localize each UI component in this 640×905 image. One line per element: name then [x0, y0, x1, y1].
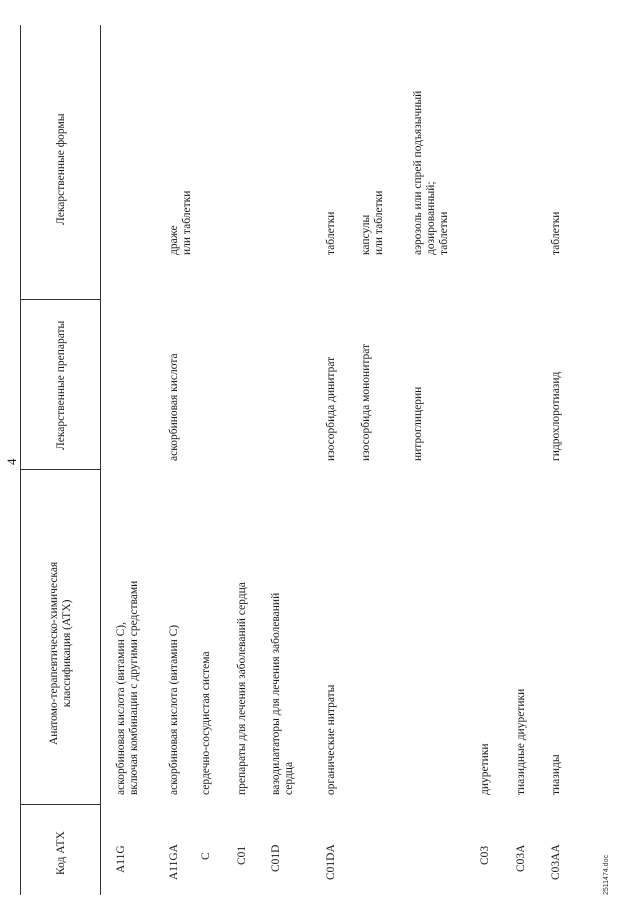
header-classification: Анатомо-терапевтическо-химическая классификация (АТХ)	[48, 561, 73, 745]
code-cell: A11G	[115, 845, 127, 873]
classification-cell: органические нитраты	[325, 684, 337, 795]
code-cell: C	[200, 852, 212, 860]
column-divider-1	[20, 804, 100, 805]
classification-cell: тиазидные диуретики	[515, 688, 527, 795]
column-divider-2	[20, 469, 100, 470]
preparation-cell: нитроглицерин	[412, 386, 424, 461]
header-bottom-border	[100, 25, 101, 895]
preparation-cell: аскорбиновая кислота	[168, 353, 180, 461]
header-preparations: Лекарственные препараты	[55, 320, 67, 450]
code-cell: A11GA	[168, 844, 180, 880]
page-number: 4	[4, 458, 19, 465]
classification-cell: аскорбиновая кислота (витамин C), включая комбинации с другими средствами	[115, 580, 140, 795]
code-cell: C01D	[270, 844, 282, 872]
code-cell: C03AA	[550, 844, 562, 880]
preparation-cell: изосорбида динитрат	[325, 356, 337, 461]
code-cell: C01DA	[325, 844, 337, 880]
classification-cell: вазодилататоры для лечения заболеваний сердца	[270, 592, 295, 795]
code-cell: C03	[479, 845, 491, 865]
column-divider-3	[20, 299, 100, 300]
form-cell: драже или таблетки	[168, 190, 193, 255]
header-forms: Лекарственные формы	[55, 113, 67, 225]
code-cell: C01	[236, 845, 248, 865]
preparation-cell: гидрохлоротиазид	[550, 371, 562, 461]
classification-cell: сердечно-сосудистая система	[200, 651, 212, 795]
form-cell: капсулы или таблетки	[360, 190, 385, 255]
header-code: Код АТХ	[55, 831, 67, 875]
form-cell: таблетки	[550, 211, 562, 255]
form-cell: аэрозоль или спрей подъязычный дозированный; таблетки	[412, 90, 450, 255]
classification-cell: препараты для лечения заболеваний сердца	[236, 582, 248, 795]
code-cell: C03A	[515, 844, 527, 872]
footer-filename: 2511474.doc	[603, 855, 610, 895]
table-top-border	[20, 25, 21, 895]
form-cell: таблетки	[325, 211, 337, 255]
classification-cell: аскорбиновая кислота (витамин C)	[168, 624, 180, 795]
classification-cell: тиазиды	[550, 754, 562, 795]
classification-cell: диуретики	[479, 743, 491, 795]
preparation-cell: изосорбида мононитрат	[360, 343, 372, 461]
